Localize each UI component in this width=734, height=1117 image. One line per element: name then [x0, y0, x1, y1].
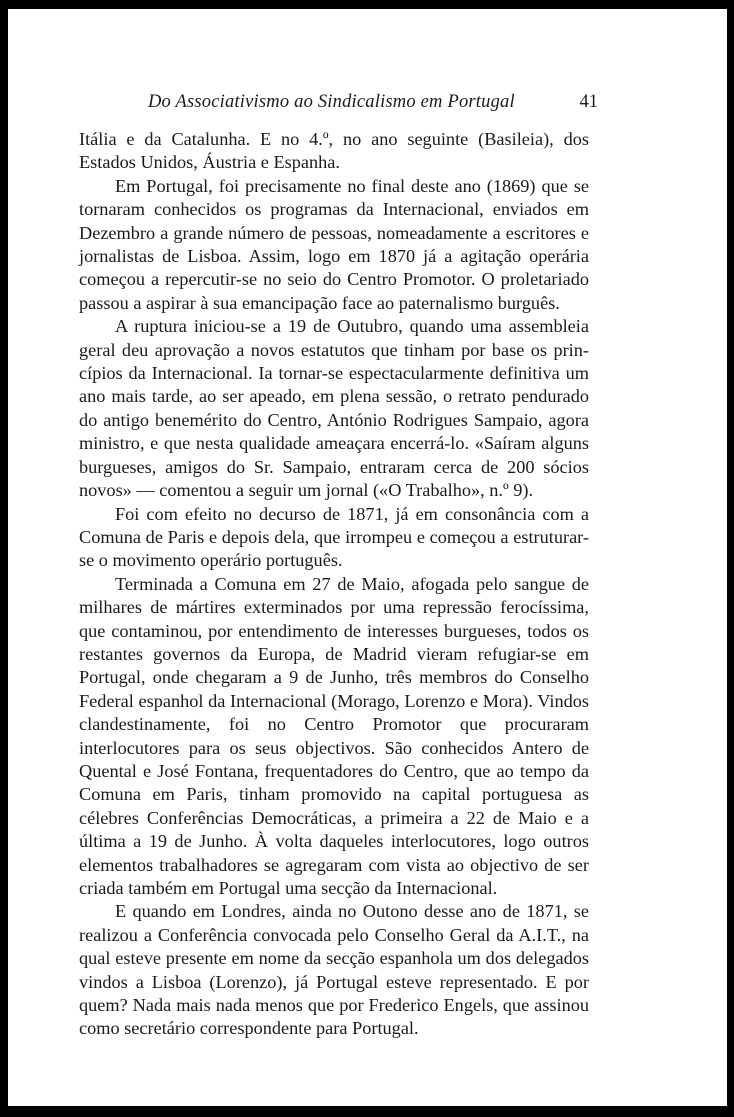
body-text	[79, 128, 589, 1041]
page-number: 41	[579, 92, 598, 112]
paragraph: Itália e da Catalunha. E no 4.º, no ano seguinte (Basileia), dos Estados Unidos, Áustria e Espanha.	[79, 129, 589, 173]
paragraph: A ruptura iniciou-se a 19 de Outubro, quando uma assembleia geral deu aprovação a novos estatutos que tinham por base os princípios da Internacional. Ia tornar-se espectacularmente definitiva um ano mais tarde, ao ser apeado, em plena sessão, o retrato pendurado do antigo benemérito do Centro, António Rodrigues Sampaio, agora ministro, e que nesta qualidade ameaçara encerrá-lo. «Saíram alguns burgueses, amigos do Sr. Sampaio, entraram cerca de 200 sócios novos» — comentou a seguir um jornal («O Trabalho», n.º 9).	[79, 316, 589, 501]
paragraph: E quando em Londres, ainda no Outono desse ano de 1871, se realizou a Conferência convocada pelo Conselho Geral da A.I.T., na qual esteve presente em nome da secção espanhola um dos delegados vindos a Lisboa (Lorenzo), já Portugal esteve representado. E por quem? Nada mais nada menos que por Frederico Engels, que assinou como secretário correspondente para Portugal.	[79, 901, 589, 1039]
paragraph: Foi com efeito no decurso de 1871, já em consonância com a Comuna de Paris e depois dela, que irrompeu e começou a estruturar-se o movimento operário português.	[79, 503, 589, 571]
paragraph: Terminada a Comuna em 27 de Maio, afogada pelo sangue de milhares de mártires exterminados por uma repressão ferocíssima, que contaminou, por entendimento de interesses burgueses, todos os restantes governos da Europa, de Madrid vieram refugiar-se em Portugal, onde chegaram a 9 de Junho, três membros do Conselho Federal espanhol da Internacional (Morago, Lorenzo e Mora). Vindos clandestinamente, foi no Centro Promotor que procuraram interlocutores para os seus objectivos. São conhecidos Antero de Quental e José Fontana, frequentadores do Centro, que ao tempo da Comuna em Paris, tinham promovido na capital portuguesa as célebres Conferências Democráticas, a primeira a 22 de Maio e a última a 19 de Junho. À volta daqueles interlocutores, logo outros elementos trabalhadores se agregaram com vista ao objectivo de ser criada também em Portugal uma secção da Internacional.	[79, 573, 589, 898]
page-header	[148, 92, 598, 118]
paragraph: Em Portugal, foi precisamente no final deste ano (1869) que se tornaram conhecidos os programas da Internacional, enviados em Dezembro a grande número de pessoas, nomeadamente a escritores e jornalistas de Lisboa. Assim, logo em 1870 já a agitação operária começou a repercutir-se no seio do Centro Promotor. O proletariado passou a aspirar à sua emancipação face ao paternalismo burguês.	[79, 175, 589, 313]
running-title: Do Associativismo ao Sindicalismo em Portugal	[148, 92, 515, 112]
